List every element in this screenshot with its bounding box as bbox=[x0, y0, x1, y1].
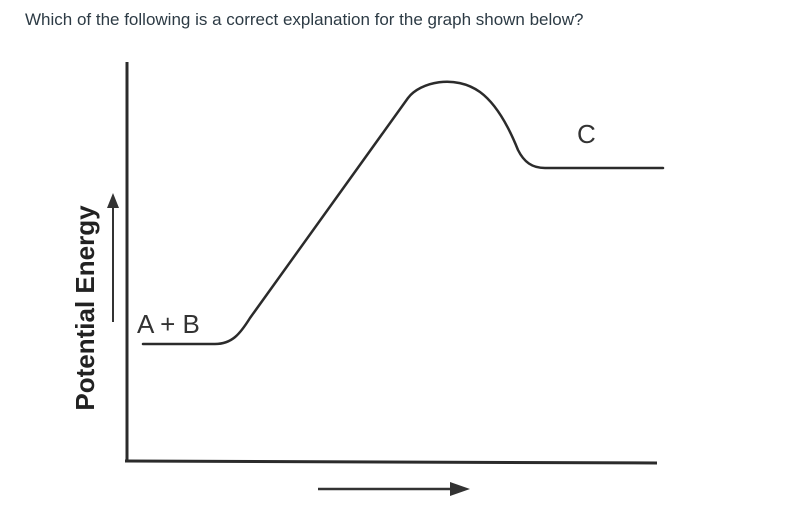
product-label: C bbox=[577, 119, 596, 149]
y-direction-arrow bbox=[107, 193, 119, 322]
x-axis bbox=[125, 461, 657, 463]
reactants-label: A + B bbox=[137, 309, 200, 339]
question-text: Which of the following is a correct explanation for the graph shown below? bbox=[25, 10, 584, 29]
y-axis-label: Potential Energy bbox=[69, 205, 100, 411]
x-direction-arrow bbox=[318, 482, 470, 496]
